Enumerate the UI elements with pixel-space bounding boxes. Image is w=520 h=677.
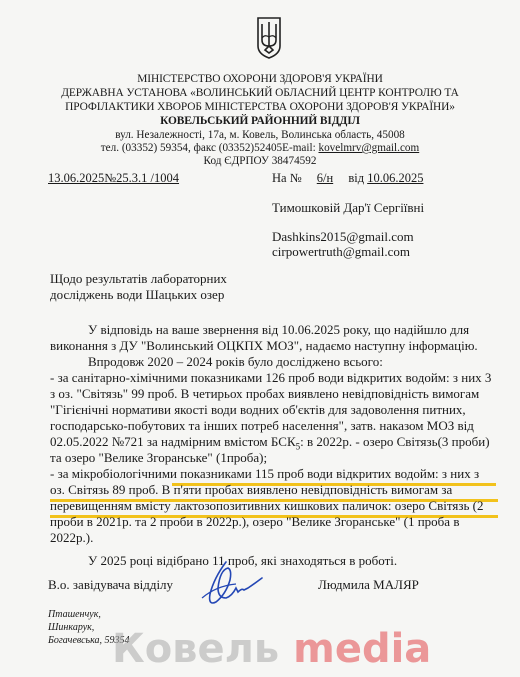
bullet-1-line-4: господарсько-побутових та інших потреб населення", затв. наказом МОЗ від bbox=[50, 418, 474, 433]
outgoing-number: 13.06.2025№25.3.1 /1004 bbox=[48, 171, 180, 185]
paragraph-1-line-2: виконання з ДУ "Волинський ОЦКПХ МОЗ", надаємо наступну інформацію. bbox=[50, 338, 478, 353]
incoming-number: 6/н bbox=[316, 171, 334, 185]
handwritten-signature bbox=[196, 558, 266, 614]
executor-1: Пташенчук, bbox=[48, 609, 101, 620]
bullet-1-line-2: з оз. "Світязь" 99 проб. В четирьох пробах виявлено невідповідність вимогам bbox=[50, 386, 480, 401]
coat-of-arms-icon bbox=[256, 16, 282, 60]
watermark-logo bbox=[112, 626, 431, 672]
contacts bbox=[0, 141, 520, 155]
signatory-name: Людмила МАЛЯР bbox=[318, 577, 419, 592]
bullet-1-line-3: "Гігієнічні нормативи якості води водних об'єктів для задоволення питних, bbox=[50, 402, 466, 417]
incoming-reference bbox=[272, 171, 423, 185]
bullet-1-line-1: - за санітарно-хімічними показниками 126 проб води відкритих водойм: з них 3 bbox=[50, 370, 492, 385]
bsk-result: : в 2022р. - озеро Світязь(3 проби) bbox=[300, 434, 490, 449]
recipient-name: Тимошковій Дар'ї Сергіївні bbox=[272, 200, 425, 215]
signatory-position: В.о. завідувача відділу bbox=[48, 577, 174, 592]
paragraph-1-line-1: У відповідь на ваше звернення від 10.06.2025 року, що надійшло для bbox=[88, 322, 470, 337]
recipient-email-2: cirpowertruth@gmail.com bbox=[272, 244, 410, 259]
executor-3: Богачевська, 59354 bbox=[48, 635, 130, 646]
paragraph-3: У 2025 році відібрано 11 проб, які знаходяться в роботі. bbox=[88, 553, 398, 568]
incoming-from-label: від bbox=[348, 171, 365, 185]
department-name: КОВЕЛЬСЬКИЙ РАЙОННИЙ ВІДДІЛ bbox=[160, 115, 360, 127]
recipient-email-1: Dashkins2015@gmail.com bbox=[272, 229, 414, 244]
watermark-word-2: media bbox=[293, 626, 432, 672]
bsk-text: 02.05.2022 №721 за надмірним вмістом БСК bbox=[50, 434, 296, 449]
bullet-1-line-6: та озеро "Велике Згоранське" (1проба); bbox=[50, 450, 268, 465]
phone-fax: тел. (03352) 59354, факс (03352)52405E-mail: bbox=[100, 142, 319, 154]
bullet-2-line-5: 2022р.). bbox=[50, 530, 94, 545]
incoming-date: 10.06.2025 bbox=[367, 171, 424, 185]
address: вул. Незалежності, 17а, м. Ковель, Волинська область, 45008 bbox=[115, 129, 405, 141]
bullet-2-line-3: перевищенням вмісту лактозопозитивних кишкових паличок: озеро Світязь (2 bbox=[50, 498, 484, 513]
institution-line-1: ДЕРЖАВНА УСТАНОВА «ВОЛИНСЬКИЙ ОБЛАСНИЙ ЦЕНТР КОНТРОЛЮ ТА bbox=[61, 87, 459, 99]
paragraph-2: Впродовж 2020 – 2024 років було досліджено всього: bbox=[88, 354, 383, 369]
bullet-2-line-1: - за мікробіологічними показниками 115 проб води відкритих водойм: з них з bbox=[50, 466, 480, 481]
subject-line-1: Щодо результатів лабораторних bbox=[50, 271, 227, 286]
bullet-2-line-2: оз. Світязь 89 проб. В п'яти пробах виявлено невідповідність вимогам за bbox=[50, 482, 453, 497]
ministry-name: МІНІСТЕРСТВО ОХОРОНИ ЗДОРОВ'Я УКРАЇНИ bbox=[137, 73, 383, 85]
edrpou-code: Код ЄДРПОУ 38474592 bbox=[203, 155, 317, 167]
executor-2: Шинкарук, bbox=[48, 622, 95, 633]
subject-line-2: досліджень води Шацьких озер bbox=[50, 287, 225, 302]
incoming-prefix: На № bbox=[272, 171, 302, 185]
watermark-word-1: Ковель bbox=[112, 626, 280, 672]
bullet-2-line-4: проби в 2021р. та 2 проби в 2022р.), озеро "Велике Згоранське" (1 проба в bbox=[50, 514, 460, 529]
email-link[interactable]: kovelmrv@gmail.com bbox=[318, 142, 420, 154]
institution-line-2: ПРОФІЛАКТИКИ ХВОРОБ МІНІСТЕРСТВА ОХОРОНИ ЗДОРОВ'Я УКРАЇНИ» bbox=[65, 101, 455, 113]
bsk-subscript: 5 bbox=[295, 441, 301, 452]
